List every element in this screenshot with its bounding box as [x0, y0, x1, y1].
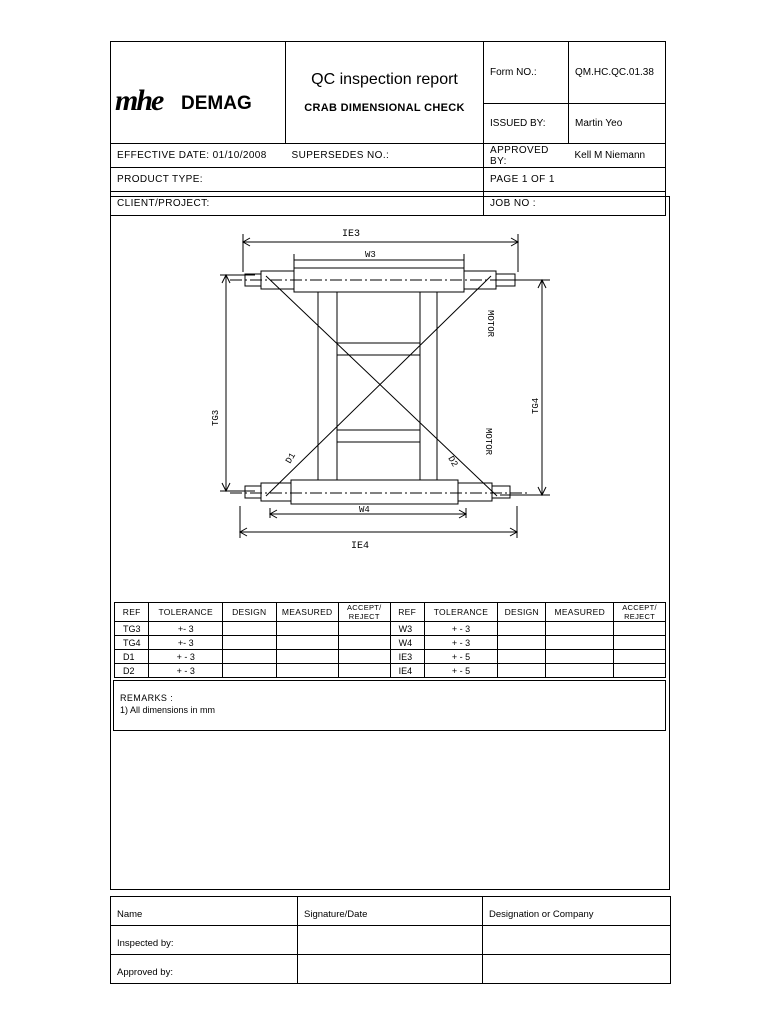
label-motor-bottom: MOTOR	[483, 428, 493, 456]
col-header: DESIGN	[498, 603, 546, 622]
measured-cell[interactable]	[546, 664, 614, 678]
accept-reject-cell[interactable]	[614, 664, 666, 678]
measured-cell[interactable]	[276, 622, 338, 636]
measured-cell[interactable]	[276, 650, 338, 664]
ref-cell: D1	[115, 650, 149, 664]
signature-table	[110, 896, 671, 984]
table-header-row	[115, 603, 666, 622]
design-cell[interactable]	[222, 664, 276, 678]
product-type: PRODUCT TYPE:	[111, 168, 484, 192]
col-header: ACCEPT/ REJECT	[338, 603, 390, 622]
ref-cell: IE3	[390, 650, 424, 664]
effective-date: EFFECTIVE DATE: 01/10/2008	[111, 144, 286, 168]
label-ie3: IE3	[342, 229, 361, 240]
col-header: MEASURED	[276, 603, 338, 622]
label-ie4: IE4	[351, 541, 370, 552]
ref-cell: TG4	[115, 636, 149, 650]
col-header: MEASURED	[546, 603, 614, 622]
ref-cell: IE4	[390, 664, 424, 678]
label-tg4: TG4	[531, 397, 541, 414]
remarks-line: 1) All dimensions in mm	[120, 705, 216, 715]
tolerance-cell: + - 3	[424, 622, 498, 636]
page-number: PAGE 1 OF 1	[484, 168, 666, 192]
accept-reject-cell[interactable]	[338, 664, 390, 678]
accept-reject-cell[interactable]	[614, 636, 666, 650]
signature-header: Signature/Date	[298, 897, 483, 926]
table-row	[115, 636, 666, 650]
tolerance-cell: + - 5	[424, 650, 498, 664]
logo-demag-text: DEMAG	[181, 93, 252, 114]
approved-by-row	[111, 955, 671, 984]
supersedes-no: SUPERSEDES NO.:	[286, 144, 484, 168]
table-row	[115, 664, 666, 678]
label-tg3: TG3	[211, 409, 221, 426]
ref-cell: W3	[390, 622, 424, 636]
measured-cell[interactable]	[546, 650, 614, 664]
design-cell[interactable]	[498, 664, 546, 678]
ref-cell: TG3	[115, 622, 149, 636]
accept-reject-cell[interactable]	[338, 650, 390, 664]
col-header: DESIGN	[222, 603, 276, 622]
approved-signature-cell[interactable]	[298, 955, 483, 984]
issued-by-value: Martin Yeo	[569, 104, 666, 144]
logo-mhe-text: mhe	[115, 84, 163, 117]
table-row	[115, 650, 666, 664]
label-motor-top: MOTOR	[485, 310, 495, 338]
report-title: QC inspection report	[311, 70, 458, 88]
measured-cell[interactable]	[276, 636, 338, 650]
col-header: ACCEPT/ REJECT	[614, 603, 666, 622]
accept-reject-cell[interactable]	[338, 622, 390, 636]
tolerance-cell: +- 3	[149, 636, 223, 650]
accept-reject-cell[interactable]	[614, 622, 666, 636]
name-header: Name	[111, 897, 298, 926]
tolerance-cell: + - 3	[149, 650, 223, 664]
inspected-signature-cell[interactable]	[298, 926, 483, 955]
header-table	[110, 41, 666, 216]
issued-by-label: ISSUED BY:	[484, 104, 569, 144]
design-cell[interactable]	[222, 636, 276, 650]
ref-cell: D2	[115, 664, 149, 678]
tolerance-cell: + - 5	[424, 664, 498, 678]
col-header: TOLERANCE	[149, 603, 223, 622]
tolerance-cell: + - 3	[424, 636, 498, 650]
footer-header-row	[111, 897, 671, 926]
remarks-title: REMARKS :	[120, 693, 174, 703]
title-cell	[286, 42, 484, 144]
inspected-by-label: Inspected by:	[111, 926, 298, 955]
form-no-value: QM.HC.QC.01.38	[569, 42, 666, 104]
approved-by-value: Kell M Niemann	[569, 144, 666, 168]
label-w4: W4	[359, 505, 370, 515]
measured-cell[interactable]	[276, 664, 338, 678]
inspected-by-row	[111, 926, 671, 955]
col-header: REF	[115, 603, 149, 622]
designation-header: Designation or Company	[483, 897, 671, 926]
col-header: REF	[390, 603, 424, 622]
label-d1: D1	[283, 451, 299, 466]
ref-cell: W4	[390, 636, 424, 650]
design-cell[interactable]	[498, 650, 546, 664]
report-subtitle: CRAB DIMENSIONAL CHECK	[304, 101, 465, 114]
approved-by-label: Approved by:	[111, 955, 298, 984]
remarks-box	[113, 680, 666, 731]
client-project: CLIENT/PROJECT:	[111, 192, 484, 216]
col-header: TOLERANCE	[424, 603, 498, 622]
form-no-label: Form NO.:	[484, 42, 569, 104]
approved-by-label: APPROVED BY:	[484, 144, 569, 168]
label-d2: D2	[445, 454, 460, 469]
tolerance-cell: + - 3	[149, 664, 223, 678]
table-row	[115, 622, 666, 636]
design-cell[interactable]	[498, 636, 546, 650]
crab-diagram	[200, 218, 560, 558]
accept-reject-cell[interactable]	[338, 636, 390, 650]
accept-reject-cell[interactable]	[614, 650, 666, 664]
design-cell[interactable]	[222, 622, 276, 636]
inspected-designation-cell[interactable]	[483, 926, 671, 955]
job-no: JOB NO :	[484, 192, 666, 216]
design-cell[interactable]	[498, 622, 546, 636]
measured-cell[interactable]	[546, 636, 614, 650]
label-w3: W3	[365, 250, 376, 260]
inspection-table	[114, 602, 666, 678]
measured-cell[interactable]	[546, 622, 614, 636]
tolerance-cell: +- 3	[149, 622, 223, 636]
company-logo	[111, 60, 285, 122]
design-cell[interactable]	[222, 650, 276, 664]
logo-cell	[111, 42, 286, 144]
approved-designation-cell[interactable]	[483, 955, 671, 984]
